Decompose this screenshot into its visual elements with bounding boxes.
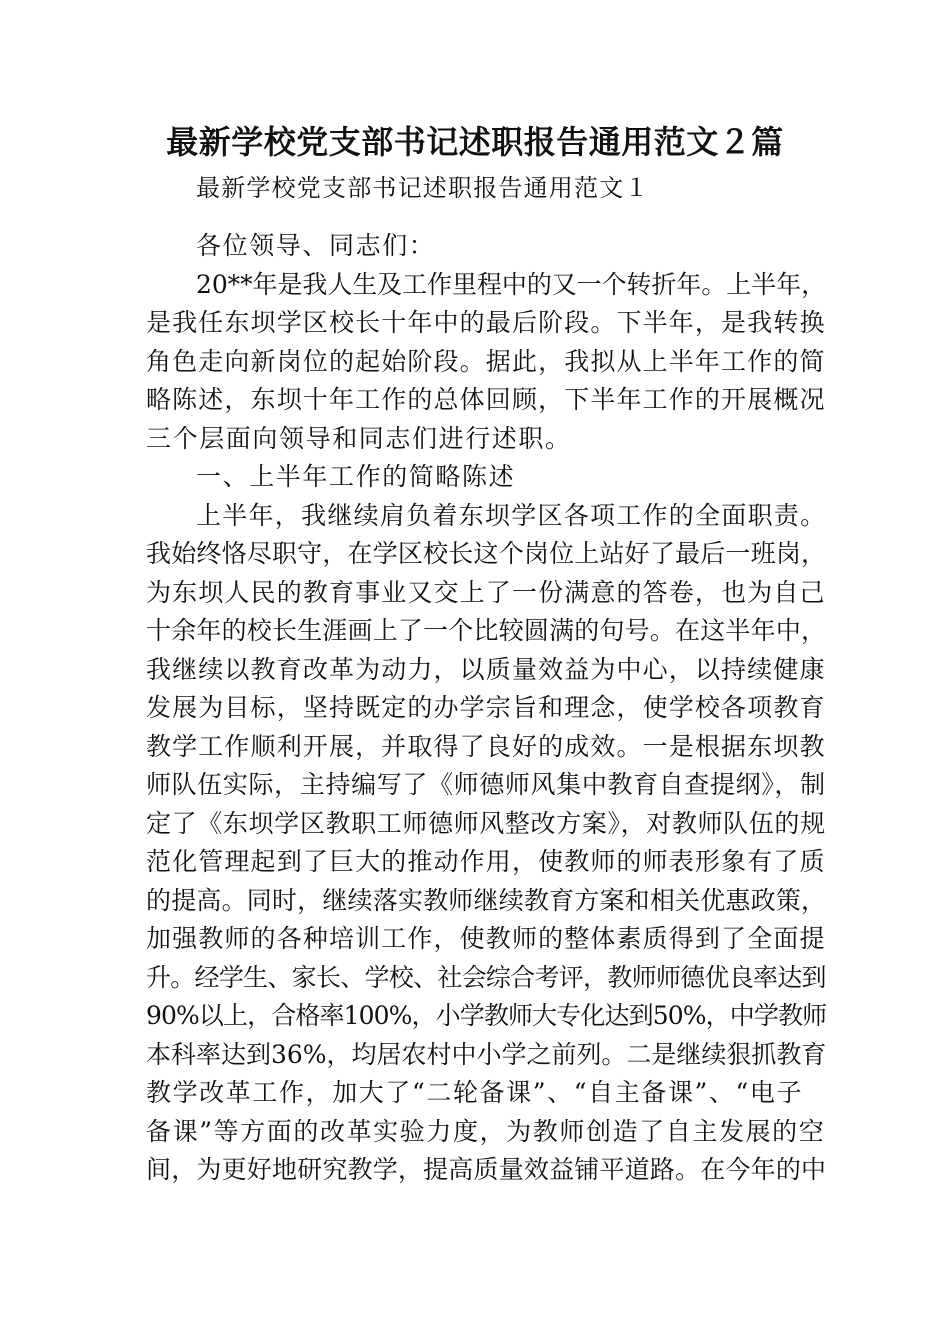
- text-line: 师队伍实际，主持编写了《师德师风集中教育自查提纲》，制: [146, 770, 826, 799]
- text-line: 上半年，我继续肩负着东坝学区各项工作的全面职责。: [196, 500, 827, 530]
- text-line: 角色走向新岗位的起始阶段。据此，我拟从上半年工作的简: [146, 346, 826, 376]
- text-line: 本科率达到36%，均居农村中小学之前列。二是继续狠抓教育: [146, 1039, 827, 1069]
- text-line: 加强教师的各种培训工作，使教师的整体素质得到了全面提: [146, 924, 826, 953]
- text-line: 范化管理起到了巨大的推动作用，使教师的师表形象有了质: [146, 847, 826, 876]
- text-line: 各位领导、同志们：: [196, 231, 436, 260]
- text-line: 我始终恪尽职守，在学区校长这个岗位上站好了最后一班岗，: [146, 539, 827, 568]
- document-body: [146, 227, 826, 1190]
- text-line: 升。经学生、家长、学校、社会综合考评，教师师德优良率达到: [146, 962, 826, 992]
- text-line: 90%以上，合格率100%，小学教师大专化达到50%，中学教师: [146, 1001, 827, 1030]
- text-line: 是我任东坝学区校长十年中的最后阶段。下半年，是我转换: [146, 308, 826, 337]
- text-line: 发展为目标，坚持既定的办学宗旨和理念，使学校各项教育: [146, 693, 826, 722]
- text-line: 三个层面向领导和同志们进行述职。: [146, 423, 572, 453]
- text-line: 的提高。同时，继续落实教师继续教育方案和相关优惠政策，: [146, 885, 827, 915]
- text-line: 略陈述，东坝十年工作的总体回顾，下半年工作的开展概况: [146, 385, 826, 414]
- text-line: 20**年是我人生及工作里程中的又一个转折年。上半年，: [196, 269, 827, 299]
- text-line: 一、上半年工作的简略陈述: [196, 462, 516, 491]
- text-line: 教学工作顺利开展，并取得了良好的成效。一是根据东坝教: [146, 731, 826, 761]
- text-line: 备课”等方面的改革实验力度，为教师创造了自主发展的空: [146, 1116, 826, 1146]
- text-line: 为东坝人民的教育事业又交上了一份满意的答卷，也为自己: [146, 577, 826, 607]
- text-line: 教学改革工作，加大了“二轮备课”、“自主备课”、“电子: [146, 1078, 804, 1107]
- text-line: 间，为更好地研究教学，提高质量效益铺平道路。在今年的中: [146, 1155, 827, 1184]
- text-line: 我继续以教育改革为动力，以质量效益为中心，以持续健康: [146, 654, 826, 684]
- document-subtitle: 最新学校党支部书记述职报告通用范文１: [196, 174, 650, 202]
- document-title: 最新学校党支部书记述职报告通用范文２篇: [166, 123, 784, 161]
- text-line: 定了《东坝学区教职工师德师风整改方案》，对教师队伍的规: [146, 808, 826, 838]
- text-line: 十余年的校长生涯画上了一个比较圆满的句号。在这半年中，: [146, 616, 827, 645]
